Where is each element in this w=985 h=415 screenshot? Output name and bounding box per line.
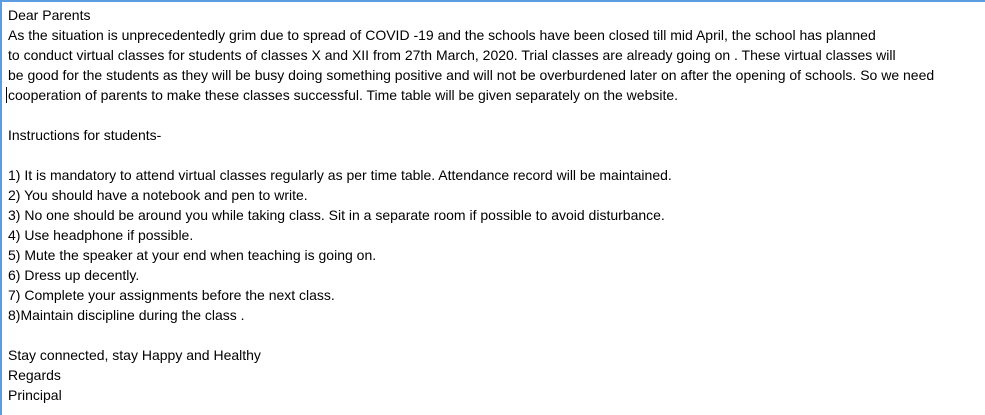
text-line: 1) It is mandatory to attend virtual classes regularly as per time table. Attendance record will be maintained. (8, 167, 672, 183)
text-line: 2) You should have a notebook and pen to write. (8, 187, 308, 203)
text-line: be good for the students as they will be busy doing something positive and will not be overburdened later on after the opening of schools. So we need (8, 67, 935, 83)
text-line: Dear Parents (8, 7, 91, 23)
text-line: Stay connected, stay Happy and Healthy (8, 347, 261, 363)
text-line: Principal (8, 387, 62, 403)
text-line: 5) Mute the speaker at your end when teaching is going on. (8, 247, 377, 263)
text-line (8, 145, 985, 165)
text-line: 6) Dress up decently. (8, 267, 140, 283)
text-line: cooperation of parents to make these classes successful. Time table will be given separately on the website. (8, 87, 679, 103)
text-line: to conduct virtual classes for students of classes X and XII from 27th March, 2020. Trial classes are already going on . These virtual classes will (8, 47, 896, 63)
text-line (8, 105, 985, 125)
text-line: Instructions for students- (8, 127, 162, 143)
text-line: As the situation is unprecedentedly grim due to spread of COVID -19 and the schools have been closed till mid April, the school has planned (8, 27, 876, 43)
text-line: 3) No one should be around you while taking class. Sit in a separate room if possible to avoid disturbance. (8, 207, 665, 223)
text-line (8, 325, 985, 345)
text-line: Regards (8, 367, 61, 383)
text-line: 7) Complete your assignments before the next class. (8, 287, 335, 303)
text-caret (6, 87, 7, 103)
text-line: 4) Use headphone if possible. (8, 227, 194, 243)
text-line: 8)Maintain discipline during the class . (8, 307, 245, 323)
